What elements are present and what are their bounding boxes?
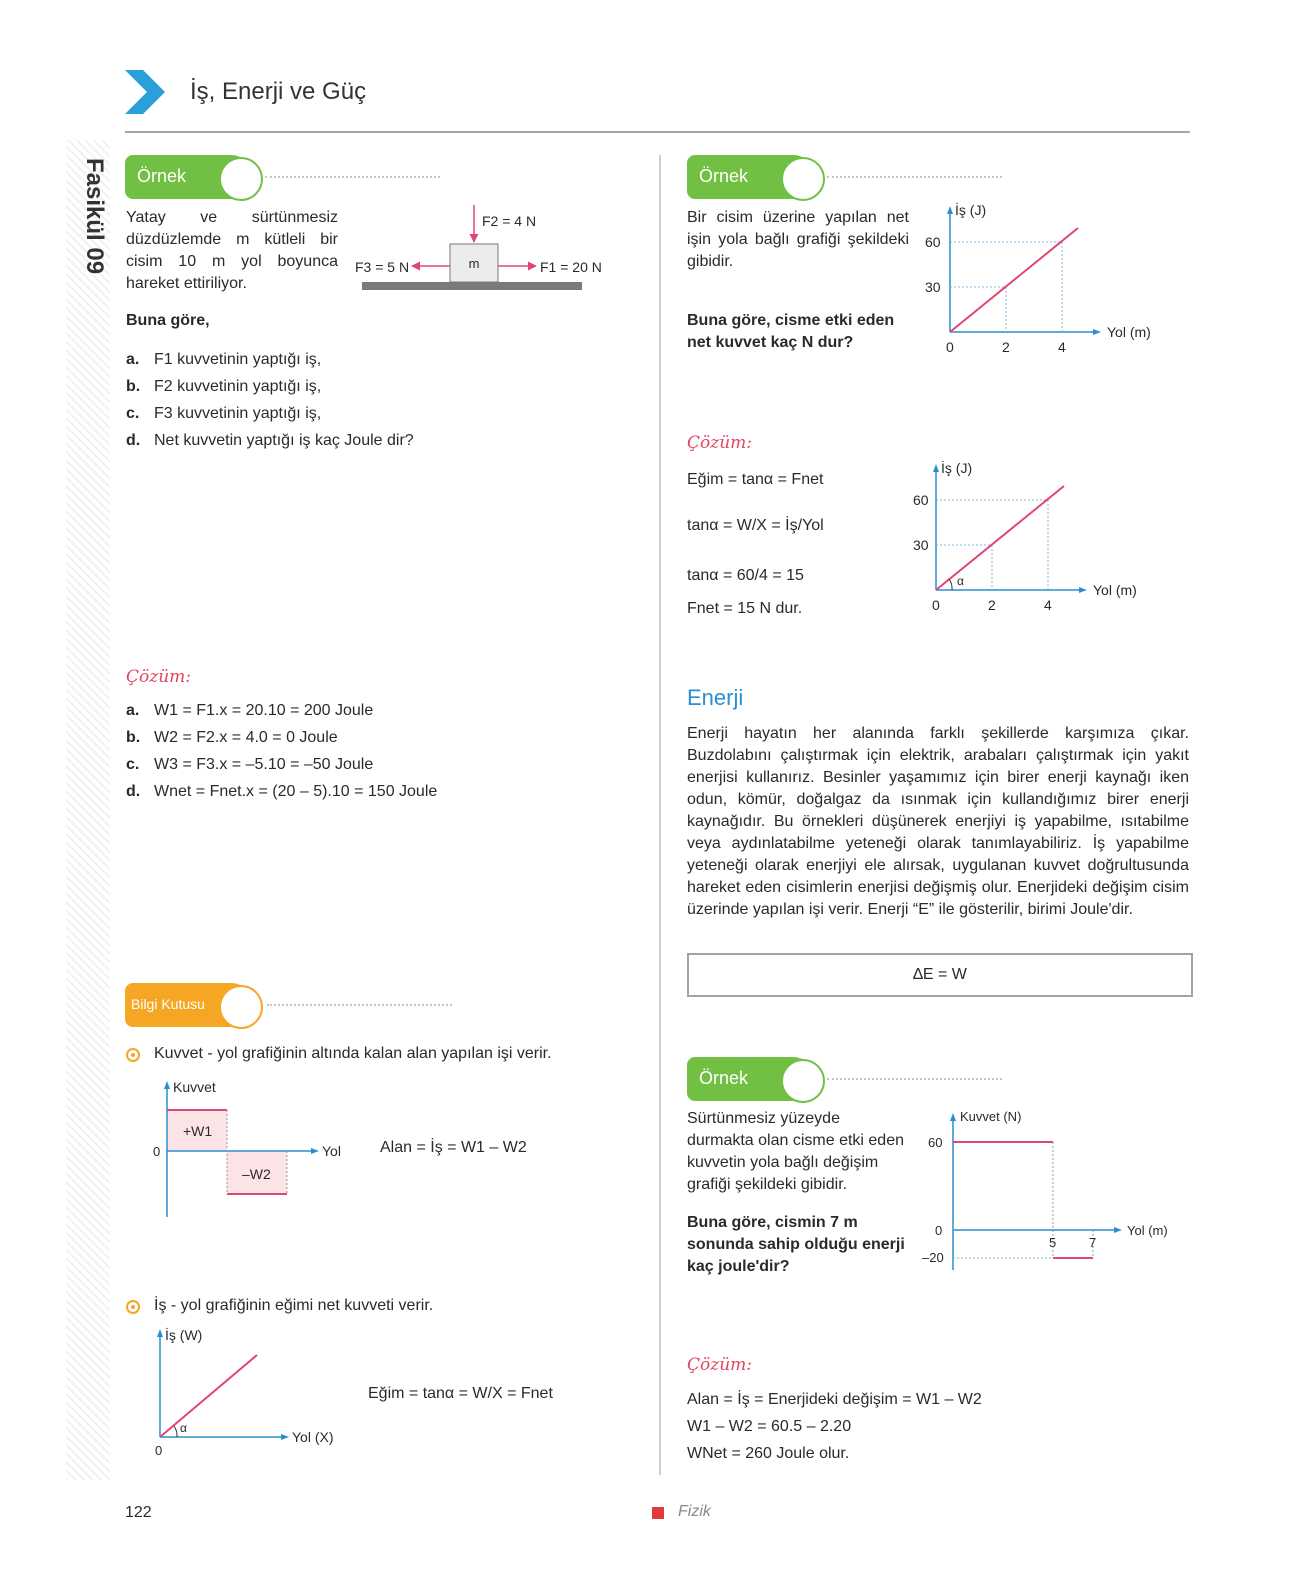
example3-text: Sürtünmesiz yüzeyde durmakta olan cisme etki eden kuvvetin yola bağlı değişim grafiği şekildeki gibidir. <box>687 1110 904 1193</box>
solution3-heading: Çözüm: <box>687 1355 752 1375</box>
list-item: d. Wnet = Fnet.x = (20 – 5).10 = 150 Joule <box>126 783 438 800</box>
solution3-line3: WNet = 260 Joule olur. <box>687 1445 850 1462</box>
list-item: d. Net kuvvetin yaptığı iş kaç Joule dir? <box>126 432 414 449</box>
x-axis-label: Yol (m) <box>1107 324 1151 340</box>
solution3-line1: Alan = İş = Enerjideki değişim = W1 – W2 <box>687 1391 982 1408</box>
f3-label: F3 = 5 N <box>355 259 410 275</box>
example1-text: Yatay ve sürtünmesiz düzdüzlemde m kütleli bir cisim 10 m yol boyunca hareket ettiriliyor. <box>126 209 338 292</box>
example2-question: Buna göre, cisme etki eden net kuvvet kaç N dur? <box>687 312 895 351</box>
solution1-lines <box>126 700 437 808</box>
energy-paragraph: Enerji hayatın her alanında farklı şekillerde karşımıza çıkar. Buzdolabını çalıştırmak için elektrik, arabaları çalıştırmak için yakıt enerjisi kullanırız. Besinler yaşamımız için birer enerji kaynağı iken odun, kömür, doğalgaz da ısınmak için kullandığımız birer enerji kaynağıdır. Bu örnekleri düşünerek enerjiyi iş yapabilme, ısıtabilme veya aydınlatabilme yeteneği olarak tanımlayabiliriz. İş yapabilme yeteneği olarak enerjiyi ele alırsak, uygulanan kuvvet doğrultusunda hareket eden cisimlerin enerjisi değişmiş olur. Enerjideki değişim cisim üzerinde yapılan işi verir. Enerji “E” ile gösterilir, birimi Joule'dir. <box>687 725 1189 918</box>
example3-question: Buna göre, cismin 7 m sonunda sahip olduğu enerji kaç joule'dir? <box>687 1214 905 1275</box>
info-box-label: Bilgi Kutusu <box>131 996 205 1012</box>
solution2-line3: tanα = 60/4 = 15 <box>687 567 804 584</box>
y-tick-label: 0 <box>935 1223 943 1238</box>
solution2-line1: Eğim = tanα = Fnet <box>687 471 824 488</box>
speech-bubble-icon <box>781 157 825 201</box>
x-axis-label: Yol (m) <box>1127 1223 1168 1238</box>
solution2-line2: tanα = W/X = İş/Yol <box>687 517 824 534</box>
y-tick-label: 60 <box>928 1135 943 1150</box>
solution2-heading: Çözüm: <box>687 433 752 453</box>
y-axis-label: Kuvvet <box>173 1079 216 1095</box>
force-distance-graph <box>150 1075 360 1225</box>
info-box-badge <box>125 983 455 1027</box>
y-tick-label: –20 <box>922 1250 944 1265</box>
y-axis-label: İş (W) <box>165 1327 203 1343</box>
example2-text: Bir cisim üzerine yapılan net işin yola bağlı grafiği şekildeki gibidir. <box>687 209 909 270</box>
example-badge-3 <box>687 1057 1007 1101</box>
f2-label: F2 = 4 N <box>482 213 537 229</box>
negative-area-label: –W2 <box>242 1166 271 1182</box>
list-item: a. F1 kuvvetinin yaptığı iş, <box>126 351 322 368</box>
force-graph-3 <box>915 1107 1175 1277</box>
page-number: 122 <box>125 1504 152 1521</box>
x-tick-label: 5 <box>1049 1235 1057 1250</box>
x-tick-label: 4 <box>1058 339 1066 355</box>
speech-bubble-icon <box>781 1059 825 1103</box>
subject-marker-icon <box>652 1507 664 1519</box>
info-bullet-1: Kuvvet - yol grafiğinin altında kalan alan yapılan işi verir. <box>154 1045 552 1062</box>
work-distance-graph <box>145 1325 365 1465</box>
sidebar-stripe <box>66 140 110 1480</box>
y-axis-label: İş (J) <box>955 202 987 218</box>
x-axis-label: Yol (X) <box>292 1429 334 1445</box>
example1-items <box>126 349 414 457</box>
x-tick-label: 0 <box>932 597 940 613</box>
angle-label: α <box>957 574 964 588</box>
header-rule <box>125 131 1190 133</box>
example-badge-1 <box>125 155 445 199</box>
example-badge-2 <box>687 155 1007 199</box>
fasikul-badge <box>70 150 108 275</box>
example-badge-label: Örnek <box>137 166 187 186</box>
force-diagram <box>350 200 610 300</box>
energy-heading: Enerji <box>687 685 744 710</box>
x-tick-label: 2 <box>988 597 996 613</box>
formula-area: Alan = İş = W1 – W2 <box>380 1139 527 1156</box>
mass-label: m <box>468 256 480 271</box>
origin-label: 0 <box>153 1144 161 1159</box>
angle-label: α <box>180 1421 187 1435</box>
subject-label: Fizik <box>678 1503 711 1520</box>
list-item: c. W3 = F3.x = –5.10 = –50 Joule <box>126 756 374 773</box>
list-item: b. W2 = F2.x = 4.0 = 0 Joule <box>126 729 338 746</box>
energy-formula: ∆E = W <box>913 966 967 983</box>
box-icon <box>219 985 263 1029</box>
ground-surface <box>362 282 582 290</box>
speech-bubble-icon <box>219 157 263 201</box>
example-badge-label: Örnek <box>699 166 749 186</box>
origin-label: 0 <box>155 1443 163 1458</box>
list-item: b. F2 kuvvetinin yaptığı iş, <box>126 378 322 395</box>
bullet-icon <box>126 1300 140 1314</box>
fasikul-label: Fasikül 09 <box>81 158 108 275</box>
f1-label: F1 = 20 N <box>540 259 602 275</box>
solution1-heading: Çözüm: <box>126 667 191 687</box>
list-item: c. F3 kuvvetinin yaptığı iş, <box>126 405 322 422</box>
positive-area-label: +W1 <box>183 1123 213 1139</box>
column-divider <box>659 155 661 1475</box>
energy-formula-box <box>687 953 1193 997</box>
example1-prompt: Buna göre, <box>126 312 210 329</box>
info-bullet-2: İş - yol grafiğinin eğimi net kuvveti verir. <box>154 1297 434 1314</box>
solution3-line2: W1 – W2 = 60.5 – 2.20 <box>687 1418 852 1435</box>
list-item: a. W1 = F1.x = 20.10 = 200 Joule <box>126 702 374 719</box>
y-tick-label: 30 <box>925 279 941 295</box>
formula-slope: Eğim = tanα = W/X = Fnet <box>368 1385 553 1402</box>
x-tick-label: 0 <box>946 339 954 355</box>
y-tick-label: 60 <box>913 492 929 508</box>
y-tick-label: 60 <box>925 234 941 250</box>
y-axis-label: Kuvvet (N) <box>960 1109 1022 1124</box>
x-axis-label: Yol (m) <box>1093 582 1137 598</box>
example-badge-label: Örnek <box>699 1068 749 1088</box>
solution2-line4: Fnet = 15 N dur. <box>687 600 803 617</box>
y-tick-label: 30 <box>913 537 929 553</box>
work-graph-2 <box>900 458 1160 618</box>
bullet-icon <box>126 1048 140 1062</box>
work-graph-1 <box>910 200 1170 360</box>
chapter-chevron-icon <box>125 70 167 114</box>
chapter-title: İş, Enerji ve Güç <box>190 78 367 105</box>
x-tick-label: 4 <box>1044 597 1052 613</box>
y-axis-label: İş (J) <box>941 460 973 476</box>
x-axis-label: Yol <box>322 1143 341 1159</box>
x-tick-label: 7 <box>1089 1235 1097 1250</box>
x-tick-label: 2 <box>1002 339 1010 355</box>
